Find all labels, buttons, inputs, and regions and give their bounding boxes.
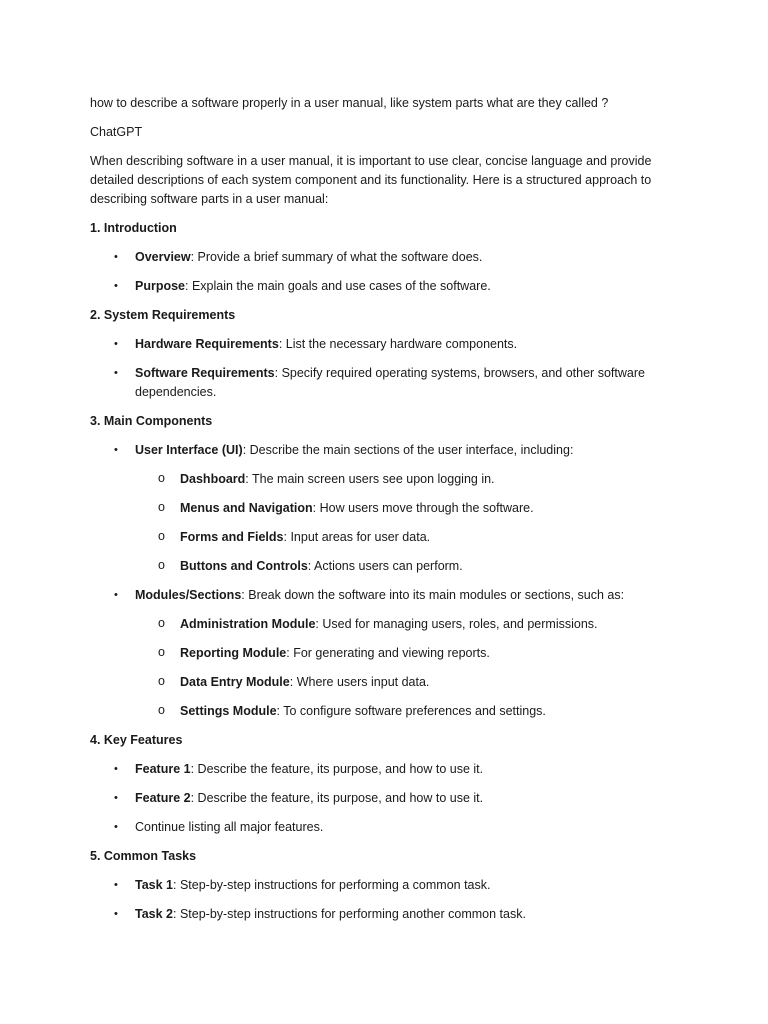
sub-bullet-description: : For generating and viewing reports.: [286, 646, 490, 660]
bullet-description: : Specify required operating systems, browsers, and other software dependencies.: [135, 366, 645, 399]
bullet-term: Task 2: [135, 907, 173, 921]
circle-bullet-icon: o: [158, 529, 165, 543]
circle-bullet-icon: o: [158, 645, 165, 659]
sub-bullet-description: : Where users input data.: [289, 675, 430, 689]
sub-bullet-description: : Input areas for user data.: [283, 530, 431, 544]
bullet-term: Feature 2: [135, 791, 191, 805]
bullet-description: : List the necessary hardware components.: [278, 337, 518, 351]
circle-bullet-icon: o: [158, 558, 165, 572]
sub-bullet-term: Menus and Navigation: [180, 501, 313, 515]
circle-bullet-icon: o: [158, 471, 165, 485]
circle-bullet-icon: o: [158, 616, 165, 630]
bullet-icon: •: [114, 444, 118, 456]
intro-paragraph: When describing software in a user manual, it is important to use clear, concise language and provide detailed descriptions of each system component and its functionality. Here is a structured approach to describing software parts in a user manual:: [90, 154, 652, 206]
bullet-item: [90, 364, 690, 402]
circle-bullet-icon: o: [158, 500, 165, 514]
bullet-term: Overview: [135, 250, 191, 264]
circle-bullet-icon: o: [158, 674, 165, 688]
bullet-description: : Provide a brief summary of what the software does.: [190, 250, 483, 264]
bullet-item: [90, 818, 690, 837]
sub-bullet-item: [90, 470, 690, 489]
section-heading: 2. System Requirements: [90, 308, 236, 322]
sub-bullet-description: : Actions users can perform.: [307, 559, 463, 573]
sub-bullet-item: [90, 644, 690, 663]
bullet-description: : Describe the feature, its purpose, and how to use it.: [190, 762, 484, 776]
sub-bullet-item: [90, 615, 690, 634]
sub-bullet-description: : How users move through the software.: [312, 501, 534, 515]
sub-bullet-description: : To configure software preferences and settings.: [276, 704, 546, 718]
bullet-item: [90, 876, 690, 895]
sub-bullet-term: Buttons and Controls: [180, 559, 308, 573]
section-heading: 5. Common Tasks: [90, 849, 197, 863]
bullet-icon: •: [114, 251, 118, 263]
sub-bullet-item: [90, 702, 690, 721]
bullet-item: [90, 789, 690, 808]
bullet-term: Software Requirements: [135, 366, 275, 380]
bullet-item: [90, 277, 690, 296]
bullet-description: : Explain the main goals and use cases of the software.: [185, 279, 491, 293]
bullet-icon: •: [114, 908, 118, 920]
question-text: how to describe a software properly in a user manual, like system parts what are they called ?: [90, 96, 609, 110]
bullet-description: : Step-by-step instructions for performing another common task.: [173, 907, 526, 921]
sub-bullet-item: [90, 673, 690, 692]
sub-bullet-item: [90, 528, 690, 547]
sub-bullet-term: Dashboard: [180, 472, 246, 486]
bullet-item: [90, 586, 690, 605]
sub-bullet-term: Administration Module: [180, 617, 316, 631]
sub-bullet-term: Settings Module: [180, 704, 277, 718]
bullet-description: : Break down the software into its main modules or sections, such as:: [241, 588, 625, 602]
bullet-item: [90, 248, 690, 267]
bullet-icon: •: [114, 280, 118, 292]
bullet-icon: •: [114, 589, 118, 601]
bullet-description: : Describe the feature, its purpose, and how to use it.: [190, 791, 484, 805]
document-page: [90, 94, 690, 934]
sub-bullet-item: [90, 499, 690, 518]
bullet-term: Hardware Requirements: [135, 337, 279, 351]
section-heading: 1. Introduction: [90, 221, 177, 235]
bullet-term: Modules/Sections: [135, 588, 242, 602]
bullet-term: User Interface (UI): [135, 443, 243, 457]
bullet-term: Task 1: [135, 878, 173, 892]
sub-bullet-item: [90, 557, 690, 576]
bullet-icon: •: [114, 367, 118, 379]
sub-bullet-term: Data Entry Module: [180, 675, 290, 689]
sections-container: [90, 219, 690, 924]
bullet-description: : Step-by-step instructions for performing a common task.: [173, 878, 491, 892]
bullet-description: : Describe the main sections of the user interface, including:: [242, 443, 574, 457]
bullet-item: [90, 335, 690, 354]
bullet-icon: •: [114, 821, 118, 833]
bullet-term: Purpose: [135, 279, 186, 293]
section-heading: 4. Key Features: [90, 733, 183, 747]
bullet-icon: •: [114, 792, 118, 804]
sub-bullet-description: : The main screen users see upon logging in.: [245, 472, 495, 486]
sub-bullet-term: Forms and Fields: [180, 530, 284, 544]
sub-bullet-term: Reporting Module: [180, 646, 287, 660]
speaker-label: ChatGPT: [90, 125, 143, 139]
bullet-description: Continue listing all major features.: [135, 820, 324, 834]
section-heading: 3. Main Components: [90, 414, 213, 428]
bullet-icon: •: [114, 338, 118, 350]
bullet-icon: •: [114, 763, 118, 775]
bullet-item: [90, 905, 690, 924]
bullet-icon: •: [114, 879, 118, 891]
circle-bullet-icon: o: [158, 703, 165, 717]
sub-bullet-description: : Used for managing users, roles, and permissions.: [315, 617, 598, 631]
bullet-item: [90, 760, 690, 779]
bullet-item: [90, 441, 690, 460]
bullet-term: Feature 1: [135, 762, 191, 776]
